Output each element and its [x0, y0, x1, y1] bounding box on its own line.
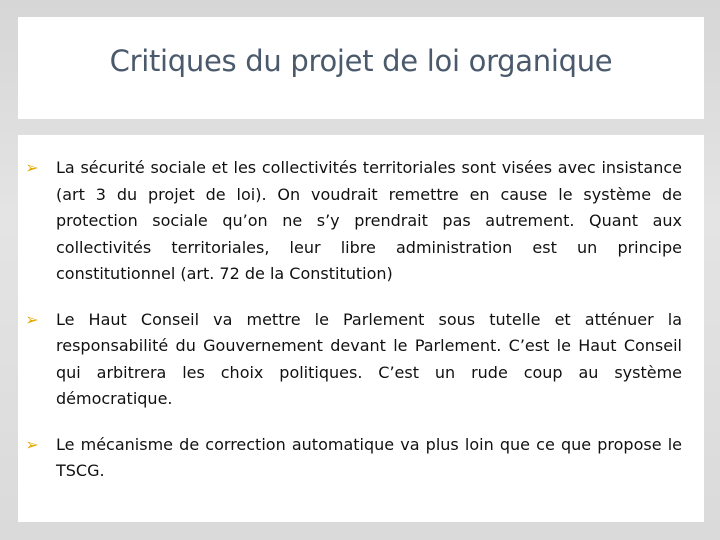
bullet-item: [25, 307, 682, 413]
bullet-list: [18, 155, 704, 504]
bullet-text: La sécurité sociale et les collectivités territoriales sont visées avec insistance (art 3 du projet de loi). On voudrait remettre en cause le système de protection sociale qu’on ne s’y prendrait pas autrement. Quant aux collectivités territoriales, leur libre administration est un principe constitutionnel (art. 72 de la Constitution): [56, 158, 682, 283]
bullet-text: Le Haut Conseil va mettre le Parlement sous tutelle et atténuer la responsabilité du Gouvernement devant le Parlement. C’est le Haut Conseil qui arbitrera les choix politiques. C’est un rude coup au système démocratique.: [56, 309, 682, 408]
content-panel: [18, 135, 704, 522]
arrow-bullet-icon: ➢: [25, 158, 39, 177]
arrow-bullet-icon: ➢: [25, 309, 39, 329]
arrow-bullet-icon: ➢: [25, 434, 39, 454]
bullet-text: Le mécanisme de correction automatique va plus loin que ce que propose le TSCG.: [56, 434, 682, 480]
slide-title: Critiques du projet de loi organique: [109, 44, 613, 78]
title-panel: [18, 17, 704, 119]
bullet-item: [25, 155, 682, 288]
bullet-item: [25, 432, 682, 485]
